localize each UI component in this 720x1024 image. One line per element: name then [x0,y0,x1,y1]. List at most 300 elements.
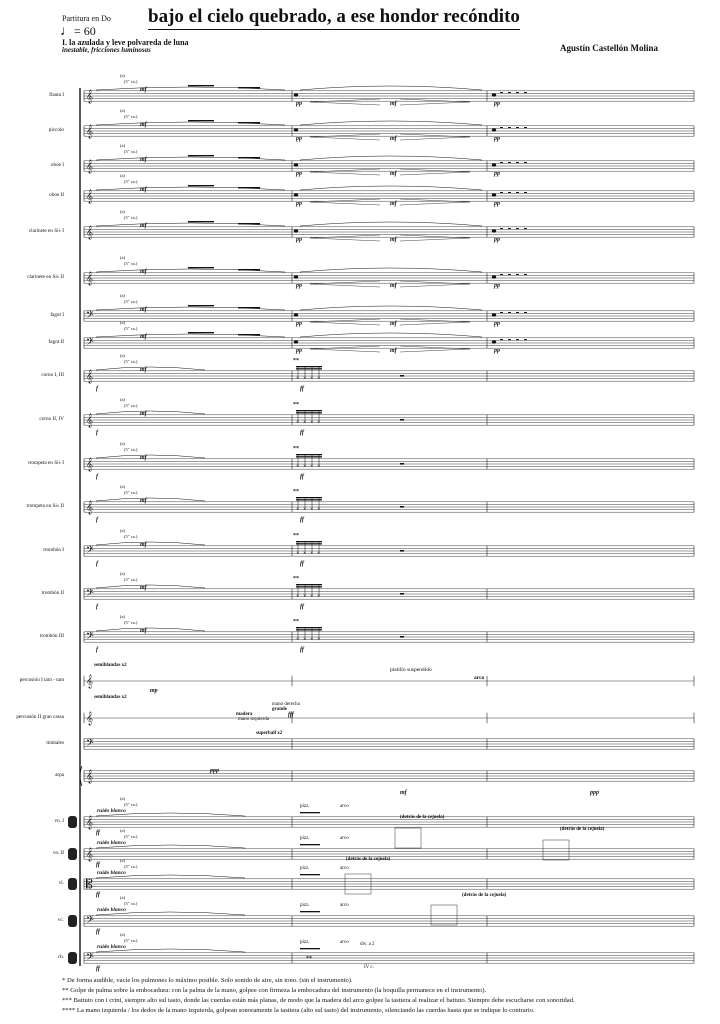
arco-label: arco [340,836,349,841]
clef-icon: 𝄞 [86,413,94,427]
tie-curve [96,367,205,370]
duration-mark: (5" ca.) [124,299,138,304]
ruido-blanco-label: ruido blanco [97,907,126,913]
detras-label: (detrás de la cejuela) [560,827,605,832]
beam [188,267,214,268]
duration-mark: (5" ca.) [124,79,138,84]
x-notehead-icon: × [317,551,321,557]
dynamic-ff: ff [300,430,304,436]
x-notehead-icon: × [303,594,307,600]
instrument-label: piccolo [48,127,64,133]
notehead [294,93,298,96]
duration-mark: (5" ca.) [124,938,138,943]
beam [188,221,214,222]
bowing-diagram [395,828,421,848]
instrument-label: percusión II gran cassa [16,714,64,720]
hairpin [400,169,470,175]
staff [84,338,694,348]
dynamic-mf: mf [140,367,147,373]
hairpin [310,99,380,105]
clef-icon: 𝄞 [86,189,94,203]
hand-label: mano derecha [272,702,300,707]
duration-mark: (5" ca.) [124,864,138,869]
rest-icon [516,127,519,128]
clef-icon: 𝄞 [86,711,94,725]
clef-icon: 𝄢 [86,587,94,601]
rest-icon [400,463,404,465]
notehead [492,313,496,316]
beam [188,332,214,333]
duration-mark: (5" ca.) [124,179,138,184]
x-notehead-icon: × [310,551,314,557]
composer-name: Agustín Castellón Molina [560,43,659,53]
dynamic-f: f [96,386,98,392]
clef-icon: 𝄢 [86,737,94,751]
tie-curve [96,628,205,631]
pizz-label: pizz. [300,940,310,945]
beam [296,584,322,585]
instrument-label: trombón III [39,633,64,639]
duration-mark: (5" ca.) [124,359,138,364]
x-notehead-icon: × [303,507,307,513]
x-notehead-icon: × [303,464,307,470]
beam [296,412,322,413]
beam [238,87,260,88]
beam [296,410,322,411]
tie-curve [300,156,482,160]
dynamic-mf: mf [140,307,147,313]
staff [84,953,694,963]
notation-marks [68,85,569,964]
beam [296,499,322,500]
instrument-label: corno II, IV [39,416,64,422]
rest-icon [516,274,519,275]
instrument-label: vc. [57,917,64,923]
clef-icon: 𝄢 [86,336,94,350]
x-notehead-icon: × [303,420,307,426]
dynamic-f: f [96,430,98,436]
rest-icon [516,162,519,163]
mallet-label: semiblandas x2 [94,663,127,668]
clef-icon: 𝄞 [86,271,94,285]
dynamic-mf: mf [140,269,147,275]
dynamic-pp: pp [296,348,302,354]
rest-icon [400,419,404,421]
footnote-3: *** Battuto con i crini, siempre alto sul tasto, donde las cuerdas están más planas, de modo que la madera del arco golpee la tastiera al realizar el battuto. Siempre debe escucharse con sonoridad. [62,997,575,1004]
dynamic-mf: mf [390,321,397,327]
instrument-label: trombón I [43,547,64,553]
breath-mark: (a) [120,143,125,148]
x-notehead-icon: × [296,376,300,382]
duration-mark: (5" ca.) [124,577,138,582]
dynamic-pp: pp [296,321,302,327]
staff [84,126,694,136]
dynamic-f: f [96,647,98,653]
instrument-label: trompeta en Si♭ II [26,503,64,509]
x-notehead-icon: × [310,376,314,382]
instrument-label: vl. [58,880,64,886]
dynamic-mf: mf [140,455,147,461]
clef-icon: 𝄢 [86,951,94,965]
dynamic-ff: ff [96,929,100,935]
instrument-label: oboe II [49,192,64,198]
breath-mark: (a) [120,397,125,402]
beam [296,586,322,587]
beam [238,157,260,158]
dynamic-pp: pp [494,101,500,107]
mallet-label: madera [236,712,253,717]
x-notehead-icon: × [310,594,314,600]
rest-icon [524,228,527,229]
breath-mark: (a) [120,108,125,113]
div-label: div. a 2 [360,942,375,947]
rest-icon [500,92,503,93]
hairpin [400,134,470,140]
notehead [492,275,496,278]
clef-icon: 𝄞 [86,500,94,514]
rest-icon [524,127,527,128]
instrument-label: vn. I [54,818,64,824]
dynamic-ppp: ppp [590,790,599,796]
footnote-marker: ** [306,956,312,962]
clef-icon: 𝄞 [86,225,94,239]
footnote-marker: ** [293,576,299,582]
instrument-label: timbales [46,740,64,746]
staff [84,916,694,926]
dynamic-pp: pp [494,321,500,327]
staff [84,632,694,642]
dynamic-mf: mf [390,201,397,207]
beam [188,155,214,156]
dynamic-ff: ff [96,862,100,868]
rest-icon [500,162,503,163]
breath-mark: (a) [120,528,125,533]
x-notehead-icon: × [310,507,314,513]
staff [84,273,694,283]
notehead [294,275,298,278]
string-icon [68,816,77,828]
hairpin [310,235,380,241]
tie-curve [96,585,205,588]
breath-mark: (a) [120,293,125,298]
dynamic-ff: ff [96,892,100,898]
dynamic-mp: mp [150,688,158,694]
tie-curve [96,498,205,501]
instrument-label: oboe I [50,162,64,168]
staff [84,191,694,201]
string-icon [68,915,77,927]
tie-curve [300,121,482,125]
detras-label: (detrás de la cejuela) [400,815,445,820]
x-notehead-icon: × [310,637,314,643]
pizz-label: pizz. [300,903,310,908]
rest-icon [400,593,404,595]
footnote-marker: ** [293,358,299,364]
ruido-blanco-label: ruido blanco [97,808,126,814]
dynamic-pp: pp [494,237,500,243]
dynamic-ff: ff [300,386,304,392]
dynamic-mf: mf [140,187,147,193]
beam [300,844,320,845]
rest-icon [400,636,404,638]
duration-mark: (5" ca.) [124,114,138,119]
beam [188,305,214,306]
tie-curve [300,186,482,190]
duration-mark: (5" ca.) [124,215,138,220]
beam [296,541,322,542]
dynamic-ff: ff [300,517,304,523]
rest-icon [500,274,503,275]
staff [84,91,694,101]
instrument-label: trompeta en Si♭ I [28,460,64,466]
arco-label: arco [340,940,349,945]
clef-icon: 𝄞 [86,369,94,383]
rest-icon [508,192,511,193]
dynamic-mf: mf [390,101,397,107]
beam [296,368,322,369]
score-title: bajo el cielo quebrado, a ese hondor recóndito [148,6,520,30]
notehead [294,229,298,232]
staff [84,459,694,469]
dynamic-mf: mf [390,136,397,142]
tie-curve [300,333,482,337]
beam [296,456,322,457]
dynamic-pp: pp [296,201,302,207]
movement-character: inestable, fricciones luminosas [62,46,151,54]
dynamic-ff: ff [300,561,304,567]
bowing-diagram [543,840,569,860]
arco-label: arco [340,903,349,908]
dynamic-pp: pp [494,171,500,177]
rest-icon [400,375,404,377]
dynamic-mf: mf [140,498,147,504]
mallet-label: superball x2 [256,731,283,736]
beam [300,874,320,875]
instrument-label: trombón II [41,590,64,596]
x-notehead-icon: × [296,464,300,470]
beam [188,185,214,186]
duration-mark: (5" ca.) [124,802,138,807]
rest-icon [524,92,527,93]
string-icon [68,848,77,860]
dynamic-mf: mf [140,628,147,634]
pizz-label: pizz. [300,836,310,841]
dynamic-mf: mf [140,411,147,417]
breath-mark: (a) [120,895,125,900]
hairpin [400,319,470,325]
instrument-label: corno I, III [41,372,64,378]
dynamic-mf: mf [140,542,147,548]
breath-mark: (a) [120,932,125,937]
rest-icon [508,92,511,93]
hairpin [400,346,470,352]
rest-icon [508,127,511,128]
rest-icon [516,92,519,93]
footnote-1: * De forma audible, vacíe los pulmones lo máximo posible. Solo sonido de aire, sin tono. (sin el instrumento). [62,977,353,984]
staff [84,415,694,425]
staff [84,546,694,556]
platillo-label: platillo suspendido [390,667,432,673]
detras-label: (detrás de la cejuela) [346,857,391,862]
footnote-marker: ** [293,446,299,452]
clef-icon: 𝄢 [86,630,94,644]
dynamic-ppp: ppp [210,768,219,774]
beam [300,948,320,949]
instrument-label: vn. II [52,850,64,856]
rest-icon [524,192,527,193]
dynamic-mf: mf [140,87,147,93]
mallet-label: semiblandas x2 [94,695,127,700]
notehead [294,163,298,166]
x-notehead-icon: × [317,464,321,470]
duration-mark: (5" ca.) [124,447,138,452]
x-notehead-icon: × [296,507,300,513]
string-icon [68,878,77,890]
rest-icon [508,312,511,313]
pizz-label: pizz. [300,866,310,871]
breath-mark: (a) [120,173,125,178]
duration-mark: (5" ca.) [124,261,138,266]
dynamic-f: f [96,474,98,480]
instrument-label: fagot I [50,312,64,318]
clef-icon: 𝄢 [86,544,94,558]
beam [238,334,260,335]
rest-icon [500,192,503,193]
score-type: Partitura en Do [62,14,111,23]
rest-icon [500,312,503,313]
rest-icon [400,506,404,508]
rest-icon [500,127,503,128]
clef-icon: 𝄞 [86,769,94,783]
hand-label: mano izquierda [238,717,269,722]
notehead [492,163,496,166]
dynamic-ff: ff [300,474,304,480]
x-notehead-icon: × [303,637,307,643]
staff [84,739,694,749]
footnote-marker: ** [293,489,299,495]
beam [238,223,260,224]
ruido-blanco-label: ruido blanco [97,870,126,876]
breath-mark: (a) [120,571,125,576]
footnote-marker: ** [293,619,299,625]
beam [296,627,322,628]
duration-mark: (5" ca.) [124,901,138,906]
notehead [294,340,298,343]
quarter-note-icon: ♩ [60,24,74,39]
dynamic-mf: mf [140,223,147,229]
string-icon [68,952,77,964]
hairpin [310,346,380,352]
x-notehead-icon: × [303,376,307,382]
x-notehead-icon: × [310,464,314,470]
notehead [492,229,496,232]
dynamic-mf: mf [390,171,397,177]
duration-mark: (5" ca.) [124,534,138,539]
beam [300,812,320,813]
beam [296,629,322,630]
dynamic-pp: pp [296,283,302,289]
staff [84,311,694,321]
dynamic-pp: pp [494,201,500,207]
detras-label: (detrás de la cejuela) [462,893,507,898]
dynamic-mf: mf [140,122,147,128]
tie-curve [300,222,482,226]
string-label: IV c. [364,965,374,970]
tie-curve [300,268,482,272]
breath-mark: (a) [120,73,125,78]
hairpin [400,235,470,241]
notehead [492,193,496,196]
duration-mark: (5" ca.) [124,326,138,331]
rest-icon [516,192,519,193]
hairpin [310,169,380,175]
dynamic-mf: mf [390,283,397,289]
tie-curve [96,542,205,545]
rest-icon [516,339,519,340]
x-notehead-icon: × [317,637,321,643]
dynamic-pp: pp [296,136,302,142]
footnote-4: **** La mano izquierda / los dedos de la mano izquierda, golpean sonoramente la tastiera (alto sul tasto) del instrumento, silenciando las cuerdas hasta que se indique lo contrario. [62,1007,535,1014]
x-notehead-icon: × [310,420,314,426]
x-notehead-icon: × [317,594,321,600]
dynamic-pp: pp [494,283,500,289]
notehead [492,340,496,343]
staff-lines [84,91,694,963]
beam [238,269,260,270]
movement-title: I. la azulada y leve polvareda de luna [62,38,189,47]
instrument-label: fagot II [48,339,64,345]
breath-mark: (a) [120,209,125,214]
instrument-label: cb. [57,954,64,960]
clef-icon: 𝄞 [86,159,94,173]
x-notehead-icon: × [296,551,300,557]
dynamic-ff: ff [96,830,100,836]
clef-icon: 𝄞 [86,124,94,138]
dynamic-ff: ff [300,604,304,610]
clef-icon: 𝄞 [86,847,94,861]
beam [238,122,260,123]
dynamic-pp: pp [296,171,302,177]
notehead [294,193,298,196]
hairpin [310,319,380,325]
tie-curve [96,411,205,414]
duration-mark: (5" ca.) [124,403,138,408]
rest-icon [524,312,527,313]
tie-curve [96,455,205,458]
notehead [294,313,298,316]
staff [84,589,694,599]
hairpin [310,134,380,140]
duration-mark: (5" ca.) [124,149,138,154]
clef-icon: 𝄢 [86,309,94,323]
x-notehead-icon: × [303,551,307,557]
x-notehead-icon: × [296,420,300,426]
beam [296,454,322,455]
dynamic-f: f [96,517,98,523]
dynamic-mf: mf [390,348,397,354]
beam [188,85,214,86]
breath-mark: (a) [120,614,125,619]
dynamic-pp: pp [494,348,500,354]
arco-label: arco [340,804,349,809]
x-notehead-icon: × [296,637,300,643]
footnote-marker: ** [293,402,299,408]
dynamic-mf: mf [140,334,147,340]
beam [296,497,322,498]
breath-mark: (a) [120,320,125,325]
x-notehead-icon: × [317,376,321,382]
rest-icon [516,312,519,313]
